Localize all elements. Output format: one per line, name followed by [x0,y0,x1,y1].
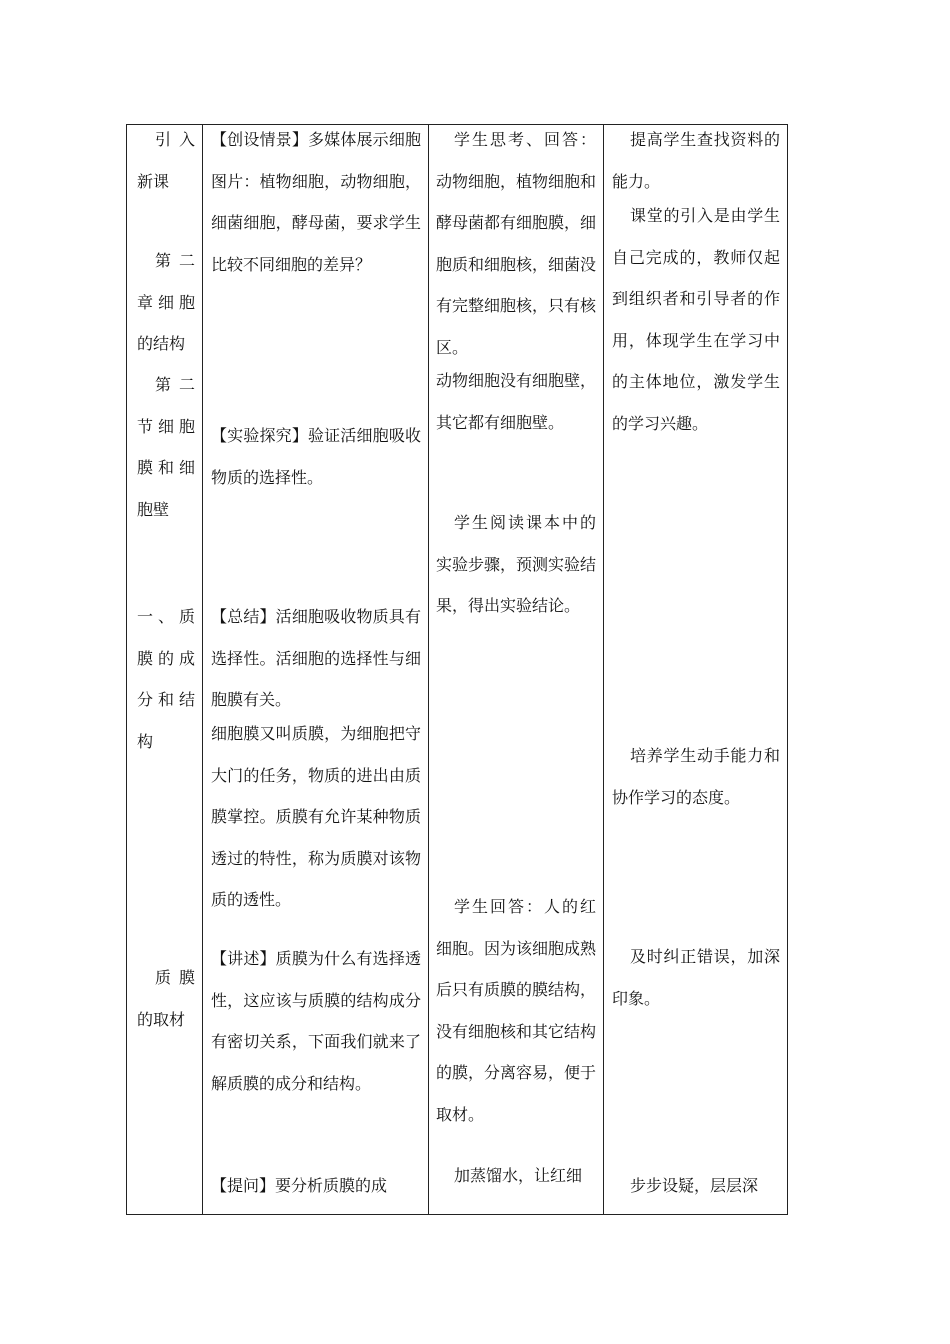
teacher-summary: 【总结】活细胞吸收物质具有选择性。活细胞的选择性与细胞膜有关。 [211,607,421,709]
section-column [137,125,195,1214]
teacher-lecture: 【讲述】质膜为什么有选择透性，这应该与质膜的结构成分有密切关系，下面我们就来了解质膜的成分和结构。 [211,949,421,1093]
section-intro: 引入新课 [137,130,195,191]
column-divider [202,125,203,1214]
section-membrane-sampling: 质膜的取材 [137,968,195,1029]
student-answer-4: 加蒸馏水，让红细 [454,1166,583,1185]
intent-3: 培养学生动手能力和协作学习的态度。 [612,746,780,807]
intent-1: 提高学生查找资料的能力。 [612,130,780,191]
teacher-column [211,125,421,1214]
section-lesson: 第二节细胞膜和细胞壁 [137,375,195,519]
intent-column [612,125,780,1214]
student-reading: 学生阅读课本中的实验步骤，预测实验结果，得出实验结论。 [436,513,597,615]
teacher-scenario: 【创设情景】多媒体展示细胞图片：植物细胞，动物细胞，细菌细胞，酵母菌，要求学生比较不同细胞的差异？ [211,130,421,274]
teacher-experiment: 【实验探究】验证活细胞吸收物质的选择性。 [211,426,421,487]
student-column [436,125,596,1214]
student-answer-3: 学生回答：人的红细胞。因为该细胞成熟后只有质膜的膜结构，没有细胞核和其它结构的膜，分离容易，便于取材。 [436,897,597,1124]
intent-5: 步步设疑，层层深 [630,1176,759,1195]
lesson-plan-table [126,124,788,1215]
intent-4: 及时纠正错误，加深印象。 [612,947,780,1008]
section-chapter: 第二章细胞的结构 [137,251,195,353]
student-answer-1: 学生思考、回答：动物细胞，植物细胞和酵母菌都有细胞膜，细胞质和细胞核，细菌没有完整细胞核，只有核区。 [436,130,597,357]
teacher-question: 【提问】要分析质膜的成 [211,1176,388,1195]
teacher-membrane-note: 细胞膜又叫质膜，为细胞把守大门的任务，物质的进出由质膜掌控。质膜有允许某种物质透过的特性，称为质膜对该物质的透性。 [211,724,421,909]
section-membrane-structure: 一、质膜的成分和结构 [137,607,195,751]
column-divider [603,125,604,1214]
column-divider [428,125,429,1214]
student-answer-2: 动物细胞没有细胞壁，其它都有细胞壁。 [436,371,597,432]
intent-2: 课堂的引入是由学生自己完成的，教师仅起到组织者和引导者的作用，体现学生在学习中的主体地位，激发学生的学习兴趣。 [612,206,780,433]
